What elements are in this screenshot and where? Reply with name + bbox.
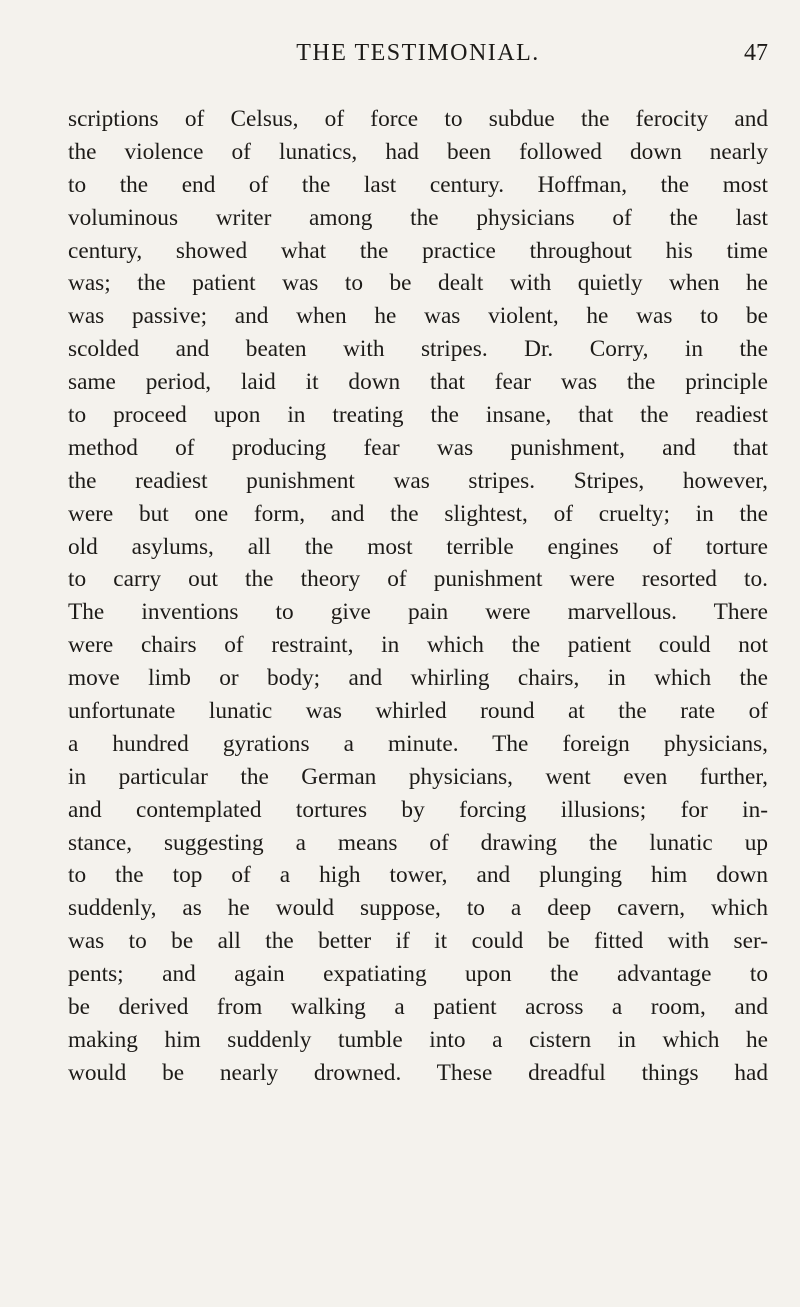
text-line: move limb or body; and whirling chairs, in which the xyxy=(68,665,768,692)
text-line: unfortunate lunatic was whirled round at the rate of xyxy=(68,698,768,725)
text-line: would be nearly drowned. These dreadful things had xyxy=(68,1059,768,1086)
text-line: stance, suggesting a means of drawing the lunatic up xyxy=(68,829,768,856)
text-line: and contemplated tortures by forcing illusions; for in- xyxy=(68,796,768,823)
page-number: 47 xyxy=(744,40,768,66)
text-line: to carry out the theory of punishment were resorted to. xyxy=(68,566,768,593)
text-line: the readiest punishment was stripes. Stripes, however, xyxy=(68,467,768,494)
text-line: to proceed upon in treating the insane, that the readiest xyxy=(68,402,768,429)
text-line: making him suddenly tumble into a cistern in which he xyxy=(68,1026,768,1053)
text-line: to the end of the last century. Hoffman, the most xyxy=(68,171,768,198)
text-line: were chairs of restraint, in which the patient could not xyxy=(68,632,768,659)
text-line: scriptions of Celsus, of force to subdue the ferocity and xyxy=(68,106,768,132)
text-line: the violence of lunatics, had been followed down nearly xyxy=(68,138,768,165)
text-line: method of producing fear was punishment, and that xyxy=(68,434,768,461)
running-head xyxy=(68,40,768,80)
text-line: scolded and beaten with stripes. Dr. Corry, in the xyxy=(68,336,768,363)
text-line: was to be all the better if it could be fitted with ser- xyxy=(68,928,768,955)
body-text xyxy=(68,103,768,1090)
running-title: THE TESTIMONIAL. xyxy=(296,40,540,66)
text-line: was; the patient was to be dealt with quietly when he xyxy=(68,270,768,297)
text-line: was passive; and when he was violent, he was to be xyxy=(68,303,768,330)
text-line: century, showed what the practice throughout his time xyxy=(68,237,768,264)
text-line: a hundred gyrations a minute. The foreign physicians, xyxy=(68,730,768,757)
text-line: voluminous writer among the physicians of the last xyxy=(68,204,768,231)
text-line: in particular the German physicians, went even further, xyxy=(68,763,768,790)
text-line: be derived from walking a patient across a room, and xyxy=(68,994,768,1021)
text-line: same period, laid it down that fear was the principle xyxy=(68,369,768,396)
text-line: old asylums, all the most terrible engines of torture xyxy=(68,533,768,560)
text-line: to the top of a high tower, and plunging him down xyxy=(68,862,768,889)
text-line: were but one form, and the slightest, of cruelty; in the xyxy=(68,500,768,527)
text-line: suddenly, as he would suppose, to a deep cavern, which xyxy=(68,895,768,922)
text-line: The inventions to give pain were marvellous. There xyxy=(68,599,768,626)
text-line: pents; and again expatiating upon the advantage to xyxy=(68,961,768,988)
